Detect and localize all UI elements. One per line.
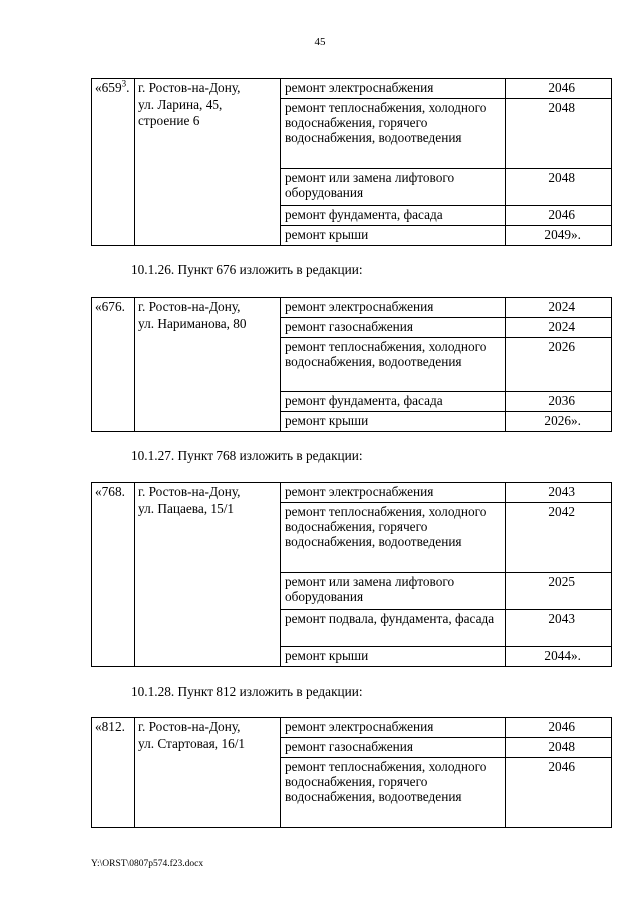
address-cell: г. Ростов-на-Дону, ул. Пацаева, 15/1 <box>135 483 281 667</box>
paragraph-10-1-26: 10.1.26. Пункт 676 изложить в редакции: <box>131 262 363 277</box>
year-cell: 2026». <box>506 412 612 432</box>
year-cell: 2048 <box>506 738 612 758</box>
work-cell: ремонт теплоснабжения, холодного водоснабжения, водоотведения <box>281 338 506 392</box>
work-cell: ремонт подвала, фундамента, фасада <box>281 610 506 647</box>
item-number: «768. <box>92 483 135 667</box>
work-cell: ремонт газоснабжения <box>281 318 506 338</box>
year-cell: 2046 <box>506 206 612 226</box>
paragraph-10-1-27: 10.1.27. Пункт 768 изложить в редакции: <box>131 448 363 463</box>
work-cell: ремонт фундамента, фасада <box>281 392 506 412</box>
work-cell: ремонт теплоснабжения, холодного водоснабжения, горячего водоснабжения, водоотведения <box>281 99 506 169</box>
address-cell: г. Ростов-на-Дону, ул. Ларина, 45, строение 6 <box>135 79 281 246</box>
year-cell: 2042 <box>506 503 612 573</box>
year-cell: 2025 <box>506 573 612 610</box>
year-cell: 2024 <box>506 318 612 338</box>
year-cell: 2046 <box>506 718 612 738</box>
year-cell: 2049». <box>506 226 612 246</box>
item-number: «812. <box>92 718 135 828</box>
page-number: 45 <box>314 36 326 48</box>
table-item-676 <box>91 297 612 432</box>
work-cell: ремонт электроснабжения <box>281 718 506 738</box>
footer-file-path: Y:\ORST\0807p574.f23.docx <box>91 859 204 869</box>
year-cell: 2046 <box>506 758 612 828</box>
address-cell: г. Ростов-на-Дону, ул. Стартовая, 16/1 <box>135 718 281 828</box>
work-cell: ремонт электроснабжения <box>281 298 506 318</box>
year-cell: 2043 <box>506 483 612 503</box>
work-cell: ремонт крыши <box>281 226 506 246</box>
paragraph-10-1-28: 10.1.28. Пункт 812 изложить в редакции: <box>131 684 363 699</box>
item-number: «676. <box>92 298 135 432</box>
year-cell: 2024 <box>506 298 612 318</box>
work-cell: ремонт крыши <box>281 412 506 432</box>
work-cell: ремонт электроснабжения <box>281 79 506 99</box>
work-cell: ремонт теплоснабжения, холодного водоснабжения, горячего водоснабжения, водоотведения <box>281 758 506 828</box>
item-number: «$659^3$. <box>92 79 135 246</box>
table-item-768 <box>91 482 612 667</box>
year-cell: 2043 <box>506 610 612 647</box>
work-cell: ремонт фундамента, фасада <box>281 206 506 226</box>
work-cell: ремонт или замена лифтового оборудования <box>281 573 506 610</box>
year-cell: 2044». <box>506 647 612 667</box>
year-cell: 2048 <box>506 169 612 206</box>
year-cell: 2026 <box>506 338 612 392</box>
work-cell: ремонт теплоснабжения, холодного водоснабжения, горячего водоснабжения, водоотведения <box>281 503 506 573</box>
year-cell: 2036 <box>506 392 612 412</box>
work-cell: ремонт крыши <box>281 647 506 667</box>
table-item-812 <box>91 717 612 828</box>
table-item-659 <box>91 78 612 246</box>
work-cell: ремонт или замена лифтового оборудования <box>281 169 506 206</box>
address-cell: г. Ростов-на-Дону, ул. Нариманова, 80 <box>135 298 281 432</box>
year-cell: 2048 <box>506 99 612 169</box>
year-cell: 2046 <box>506 79 612 99</box>
work-cell: ремонт газоснабжения <box>281 738 506 758</box>
work-cell: ремонт электроснабжения <box>281 483 506 503</box>
